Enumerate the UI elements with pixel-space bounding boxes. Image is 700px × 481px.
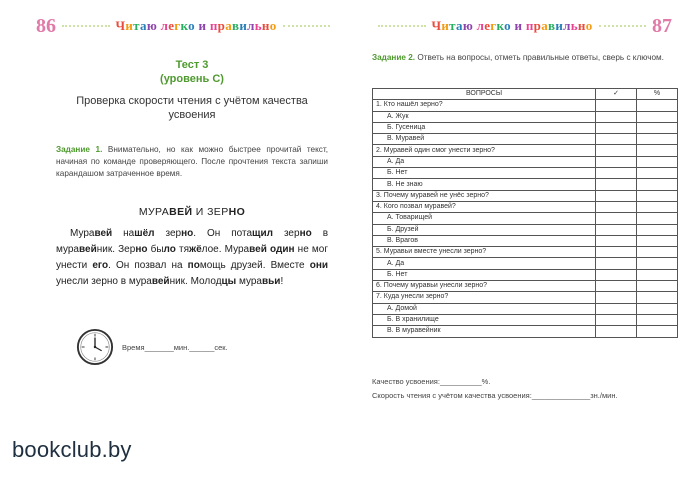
percent-cell (637, 213, 678, 224)
check-cell (596, 100, 637, 111)
question-text: 2. Муравей один смог унести зерно? (373, 145, 596, 156)
answer-option-row (373, 156, 678, 167)
check-cell (596, 292, 637, 303)
speed-line: Скорость чтения с учётом качества усвоения:______________зн./мин. (372, 391, 618, 400)
question-text: 6. Почему муравьи унесли зерно? (373, 281, 596, 292)
question-row (373, 201, 678, 212)
percent-cell (637, 326, 678, 337)
check-cell (596, 134, 637, 145)
question-text: 3. Почему муравей не унёс зерно? (373, 190, 596, 201)
column-header-check: ✓ (596, 89, 637, 100)
percent-cell (637, 122, 678, 133)
question-row (373, 100, 678, 111)
answer-option-text: А. Товарищей (373, 213, 596, 224)
percent-cell (637, 156, 678, 167)
answer-option-text: А. Да (373, 156, 596, 167)
answer-option-row (373, 122, 678, 133)
header-title-right: Читаю легко и правильно (431, 18, 593, 33)
answer-option-row (373, 168, 678, 179)
quality-line: Качество усвоения:__________%. (372, 377, 491, 386)
header-title-left: Читаю легко и правильно (115, 18, 277, 33)
table-header-row (373, 89, 678, 100)
test-title: Тест 3 (уровень С) (160, 59, 224, 85)
answer-option-text: В. В муравейник (373, 326, 596, 337)
left-page (0, 0, 350, 430)
answer-option-row (373, 213, 678, 224)
question-row (373, 247, 678, 258)
answer-option-text: А. Жук (373, 111, 596, 122)
question-row (373, 145, 678, 156)
check-cell (596, 213, 637, 224)
question-text: 7. Куда унесли зерно? (373, 292, 596, 303)
percent-cell (637, 281, 678, 292)
right-page (352, 0, 700, 430)
answer-option-row (373, 111, 678, 122)
check-cell (596, 303, 637, 314)
answer-option-row (373, 269, 678, 280)
check-cell (596, 168, 637, 179)
check-cell (596, 281, 637, 292)
answer-option-row (373, 258, 678, 269)
question-text: 1. Кто нашёл зерно? (373, 100, 596, 111)
page-number-left: 86 (36, 14, 56, 37)
check-cell (596, 111, 637, 122)
percent-cell (637, 235, 678, 246)
story-text: Муравей нашёл зерно. Он потащил зерно в муравейник. Зерно было тяжёлое. Муравей один не мог унести его. Он позвал на помощь друзей. Вместе они унесли зерно в муравейник. Молодцы муравьи! (56, 228, 329, 287)
percent-cell (637, 303, 678, 314)
answer-option-row (373, 224, 678, 235)
answer-option-text: Б. Нет (373, 269, 596, 280)
answer-option-row (373, 134, 678, 145)
left-page-header (36, 14, 336, 38)
answer-option-row (373, 303, 678, 314)
percent-cell (637, 179, 678, 190)
check-cell (596, 314, 637, 325)
questions-table (372, 88, 678, 338)
check-cell (596, 179, 637, 190)
answer-option-text: Б. В хранилище (373, 314, 596, 325)
answer-option-text: А. Домой (373, 303, 596, 314)
percent-cell (637, 100, 678, 111)
answer-option-text: В. Не знаю (373, 179, 596, 190)
answer-option-text: Б. Нет (373, 168, 596, 179)
answer-option-text: Б. Гусеница (373, 122, 596, 133)
percent-cell (637, 201, 678, 212)
percent-cell (637, 292, 678, 303)
check-cell (596, 326, 637, 337)
percent-cell (637, 269, 678, 280)
check-cell (596, 145, 637, 156)
clock-icon (76, 328, 114, 366)
check-cell (596, 269, 637, 280)
task1-label: Задание 1. (56, 145, 103, 154)
task1-text: Внимательно, но как можно быстрее прочитай текст, начиная по команде проверяющего. После прочтения текста запиши карандашом затраченное время. (56, 145, 328, 178)
percent-cell (637, 134, 678, 145)
question-row (373, 292, 678, 303)
check-cell (596, 235, 637, 246)
answer-option-text: В. Врагов (373, 235, 596, 246)
header-dotted-rule (62, 25, 110, 27)
column-header-questions: ВОПРОСЫ (373, 89, 596, 100)
answer-option-row (373, 326, 678, 337)
header-dotted-rule (599, 25, 647, 27)
left-page-body (56, 58, 328, 290)
task2-text: Ответь на вопросы, отметь правильные ответы, сверь с ключом. (415, 53, 664, 62)
questions-table-body (373, 100, 678, 337)
percent-cell (637, 190, 678, 201)
task1-instruction (56, 144, 328, 180)
answer-option-text: Б. Друзей (373, 224, 596, 235)
task2-label: Задание 2. (372, 53, 416, 62)
question-text: 5. Муравьи вместе унесли зерно? (373, 247, 596, 258)
test-subtitle: Проверка скорости чтения с учётом качества усвоения (76, 95, 308, 121)
percent-cell (637, 168, 678, 179)
answer-option-row (373, 314, 678, 325)
percent-cell (637, 111, 678, 122)
right-page-header (372, 14, 672, 38)
answer-option-row (373, 179, 678, 190)
results-lines (372, 375, 692, 403)
check-cell (596, 201, 637, 212)
header-dotted-rule (283, 25, 331, 27)
task2-instruction (372, 52, 677, 64)
answer-option-text: А. Да (373, 258, 596, 269)
percent-cell (637, 258, 678, 269)
percent-cell (637, 314, 678, 325)
story-title: МУРАВЕЙ И ЗЕРНО (138, 206, 246, 218)
answer-option-text: В. Муравей (373, 134, 596, 145)
time-record-line: Время_______мин.______сек. (122, 343, 228, 352)
column-header-percent: % (637, 89, 678, 100)
question-row (373, 281, 678, 292)
answer-option-row (373, 235, 678, 246)
check-cell (596, 247, 637, 258)
page-number-right: 87 (652, 14, 673, 37)
question-row (373, 190, 678, 201)
question-text: 4. Кого позвал муравей? (373, 201, 596, 212)
check-cell (596, 258, 637, 269)
check-cell (596, 156, 637, 167)
header-dotted-rule (378, 25, 426, 27)
check-cell (596, 190, 637, 201)
watermark-text: bookclub.by (12, 437, 132, 462)
check-cell (596, 224, 637, 235)
percent-cell (637, 224, 678, 235)
check-cell (596, 122, 637, 133)
percent-cell (637, 247, 678, 258)
percent-cell (637, 145, 678, 156)
